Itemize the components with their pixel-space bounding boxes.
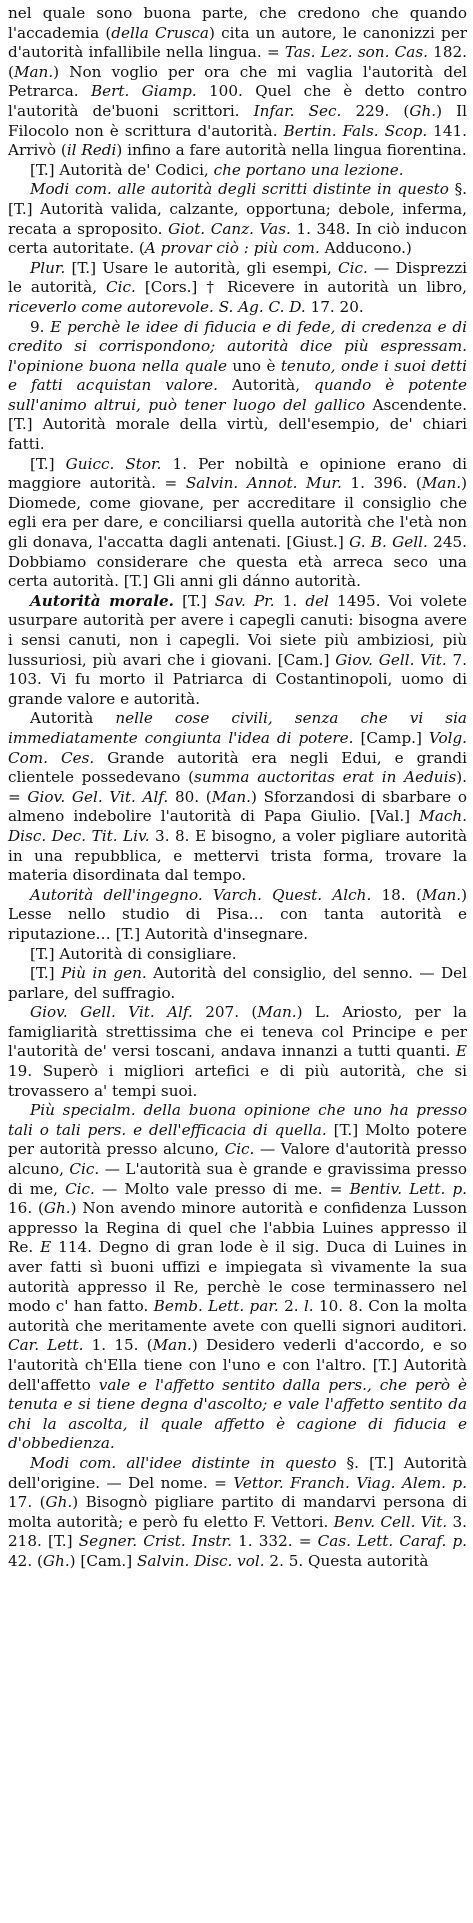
- italic-text: Vettor. Franch. Viag. Alem. p.: [233, 1473, 467, 1492]
- italic-text: Man.: [421, 474, 462, 493]
- bold-italic-text: Autorità morale.: [30, 591, 174, 610]
- italic-text: E: [455, 1042, 467, 1061]
- italic-text: Modi com. alle autorità degli scritti distinte in questo: [30, 180, 449, 199]
- italic-text: Volg. Com. Ces.: [8, 728, 467, 767]
- entry-paragraph: [8, 1003, 467, 1101]
- text-run: 19. Superò i migliori artefici e di più autorità, che si trovassero a' tempi suoi.: [8, 1062, 467, 1100]
- entry-paragraph: [8, 318, 467, 455]
- text-run: ) Sforzandosi di sbarbare o almeno indebolire l'autorità di Papa Giulio. [Val.]: [8, 787, 468, 826]
- text-run: 17. 20.: [305, 297, 364, 316]
- italic-text: G. B. Gell.: [349, 533, 428, 552]
- text-run: [Camp.]: [353, 728, 429, 747]
- italic-text: Sav. Pr.: [214, 591, 275, 610]
- italic-text: vale e l'affetto sentito dalla pers., che però è tenuta e si tiene degna d'ascolto; e vale l'affetto sentito da chi la ascolta, il quale affetto è cagione di fiducia e d'obbedienza.: [8, 1375, 467, 1453]
- entry-paragraph: [8, 886, 467, 945]
- text-run: 1. Per nobiltà e opinione erano di maggiore autorità. =: [8, 454, 467, 493]
- italic-text: Gh.: [45, 1493, 73, 1512]
- italic-text: del: [305, 591, 329, 610]
- text-run: ) [Cam.]: [69, 1551, 137, 1570]
- entry-paragraph: [8, 945, 467, 965]
- entry-paragraph: [8, 592, 467, 710]
- italic-text: l.: [303, 1297, 314, 1316]
- italic-text: Cic.: [69, 1160, 100, 1179]
- entry-paragraph: [8, 180, 467, 258]
- text-run: §. [T.] Autorità dell'origine. — Del nome. =: [8, 1453, 467, 1492]
- text-run: 207. (: [192, 1003, 258, 1022]
- text-run: [T.] Autorità di consigliare.: [30, 944, 237, 963]
- text-run: ) Bisognò pigliare partito di mandarvi persona di molta autorità; e però fu eletto F. Vettori.: [8, 1493, 468, 1531]
- italic-text: Gh.: [409, 101, 437, 120]
- italic-text: Man.: [13, 62, 54, 81]
- italic-text: E: [40, 1238, 52, 1257]
- text-run: 114. Degno di gran lode è il sig. Duca di Luines in aver fatti sì buoni uffizi e impiegata sì vivamente la sua autorità appresso il Re, perchè le cose terminassero nel modo c' han fatto.: [8, 1238, 467, 1316]
- entry-paragraph: [8, 709, 467, 885]
- entry-paragraph: [8, 4, 467, 161]
- italic-text: Bert. Giamp.: [90, 82, 197, 101]
- text-run: 229. (: [341, 101, 410, 120]
- text-run: 80. (: [168, 787, 212, 806]
- text-run: 182. (: [8, 43, 467, 81]
- entry-paragraph: [8, 1454, 467, 1572]
- italic-text: Giov. Gell. Vit.: [335, 650, 447, 669]
- italic-text: Giov. Gell. Vit. Alf.: [30, 1003, 193, 1022]
- italic-text: Gh.: [42, 1551, 70, 1570]
- italic-text: Segner. Crist. Instr.: [78, 1532, 232, 1551]
- italic-text: nelle cose civili, senza che vi sia immediatamente congiunta l'idea di potere.: [8, 709, 467, 747]
- italic-text: tenuto, onde i suoi detti e fatti acquistan valore.: [8, 356, 467, 395]
- italic-text: Cas. Lett. Caraf. p.: [317, 1532, 468, 1551]
- text-run: ) Lesse nello studio di Pisa… con tanta autorità e riputazione… [T.] Autorità d'insegnare.: [8, 885, 467, 943]
- italic-text: Bemb. Lett. par.: [153, 1297, 279, 1316]
- text-run: — Disprezzi le autorità,: [8, 258, 467, 297]
- text-run: [T.]: [30, 454, 66, 473]
- entry-paragraph: [8, 259, 467, 318]
- text-run: 2.: [278, 1297, 304, 1316]
- italic-text: Modi com. all'idee distinte in questo: [30, 1453, 337, 1472]
- italic-text: Giot. Canz. Vas.: [168, 219, 291, 238]
- italic-text: che portano una lezione.: [213, 160, 404, 179]
- text-run: 100. Quel che è detto contro l'autorità de'buoni scrittori.: [8, 82, 467, 120]
- text-run: ) L. Ariosto, per la famigliarità strettissima che ei teneva col Principe e per l'autorità de' versi toscani, andava innanzi a tutti quanti.: [8, 1003, 467, 1061]
- italic-text: Bertin. Fals. Scop.: [283, 121, 428, 140]
- text-run: [Cors.] † Ricevere in autorità un libro,: [135, 278, 467, 297]
- text-run: 1. 332. =: [231, 1532, 318, 1551]
- text-run: 1495. Voi volete usurpare autorità per avere i capegli canuti: bisogna avere i sensi canuti, non i capegli. Voi siete più ambiziosi, più lussuriosi, più avari che i giovani. [Cam.]: [8, 591, 467, 669]
- entry-paragraph: [8, 455, 467, 592]
- italic-text: Giov. Gel. Vit. Alf.: [27, 787, 169, 806]
- italic-text: quando è potente sull'animo altrui, può tener luogo del gallico: [8, 376, 467, 414]
- italic-text: Car. Lett.: [8, 1336, 84, 1355]
- text-run: 3. 8. E bisogno, a voler pigliare autorità in una repubblica, e mettervi trista forma, trovare la materia disordinata dal tempo.: [8, 826, 467, 885]
- text-run: ) Diomede, come giovane, per accreditare il consiglio che egli era per dare, e conciliarsi quella autorità che l'età non gli donava, l'accatta dagli antenati. [Giust.]: [8, 474, 468, 552]
- italic-text: Man.: [421, 885, 462, 904]
- italic-text: Man.: [152, 1336, 192, 1355]
- text-run: ) infino a fare autorità nella lingua fiorentina.: [116, 141, 467, 160]
- text-run: 7. 103. Vi fu morto il Patriarca di Costantinopoli, uomo di grande valore e autorità.: [8, 650, 468, 708]
- text-run: [T.] Autorità de' Codici,: [30, 160, 214, 179]
- entry-paragraph: [8, 964, 467, 1003]
- text-run: — Valore d'autorità presso alcuno,: [8, 1140, 467, 1179]
- italic-text: Guicc. Stor.: [65, 454, 162, 473]
- italic-text: Man.: [211, 787, 251, 806]
- text-run: uno è: [226, 356, 281, 375]
- text-run: ) Il Filocolo non è scrittura d'autorità.: [8, 101, 467, 140]
- italic-text: Plur.: [30, 258, 66, 277]
- italic-text: Infar. Sec.: [253, 101, 342, 120]
- italic-text: il Redi: [66, 141, 117, 160]
- italic-text: Benv. Cell. Vit.: [333, 1512, 448, 1531]
- italic-text: Più in gen.: [61, 964, 147, 983]
- italic-text: Cic.: [106, 278, 136, 297]
- text-run: [T.]: [173, 591, 215, 610]
- italic-text: A provar ciò : più com.: [144, 239, 320, 258]
- text-run: 3. 218. [T.]: [8, 1512, 467, 1551]
- italic-text: Cic.: [338, 258, 368, 277]
- text-run: 9.: [30, 317, 51, 336]
- text-run: 17. (: [8, 1493, 46, 1512]
- italic-text: Cic.: [224, 1140, 255, 1159]
- text-run: Autorità del consiglio, del senno. — Del parlare, del suffragio.: [8, 964, 467, 1002]
- text-run: [T.] Molto potere per autorità presso alcuno,: [8, 1120, 467, 1159]
- text-run: — L'autorità sua è grande e gravissima presso di me,: [8, 1160, 467, 1198]
- text-run: nel quale sono buona parte, che credono che quando l'accademia (: [8, 4, 467, 42]
- text-run: 18. (: [371, 885, 422, 904]
- text-run: Autorità,: [218, 376, 315, 395]
- italic-text: Bentiv. Lett. p.: [349, 1179, 468, 1198]
- italic-text: Salvin. Disc. vol.: [137, 1551, 265, 1570]
- text-run: Autorità: [30, 709, 116, 728]
- text-run: ) Non avendo minore autorità e confidenza Lusson appresso la Regina di quel che l'abbia Luines appresso il Re.: [8, 1199, 467, 1257]
- text-run: ) cita un autore, le canonizzi per d'autorità infallibile nella lingua. =: [8, 23, 468, 62]
- text-run: Adducono.): [319, 239, 412, 258]
- text-run: ). =: [8, 768, 468, 806]
- text-run: 1. 348. In ciò inducon certa autoritate. (: [8, 219, 468, 258]
- text-run: 42. (: [8, 1551, 43, 1570]
- italic-text: Gh.: [43, 1199, 71, 1218]
- text-run: ) Desidero vederli d'accordo, e so l'autorità ch'Ella tiene con l'uno e con l'altro. [T.] Autorità dell'affetto: [8, 1336, 467, 1394]
- text-run: [T.]: [30, 964, 62, 983]
- italic-text: Cic.: [65, 1179, 95, 1198]
- text-run: 2. 5. Questa autorità: [264, 1551, 429, 1570]
- italic-text: summa auctoritas erat in Aeduis: [194, 768, 457, 787]
- text-run: 1.: [274, 591, 306, 610]
- text-run: 141. Arrivò (: [8, 121, 467, 160]
- text-run: [T.] Usare le autorità, gli esempi,: [65, 258, 338, 277]
- italic-text: della Crusca: [111, 23, 209, 42]
- italic-text: Più specialm. della buona opinione che uno ha presso tali o tali pers. e dell'efficacia di quella.: [8, 1101, 467, 1139]
- text-run: — Molto vale presso di me. =: [94, 1179, 350, 1198]
- text-run: 1. 15. (: [83, 1336, 153, 1355]
- text-run: Ascendente. [T.] Autorità morale della virtù, dell'esempio, de' chiari fatti.: [8, 395, 467, 454]
- text-run: 10. 8. Con la molta autorità che meritamente avete con quelli signori auditori.: [8, 1297, 468, 1335]
- text-run: 245. Dobbiamo considerare che questa età arreca seco una certa autorità. [T.] Gli anni gli dánno autorità.: [8, 533, 467, 591]
- text-run: §. [T.] Autorità valida, calzante, opportuna; debole, inferma, recata a sproposito.: [8, 180, 467, 238]
- italic-text: Salvin. Annot. Mur.: [185, 474, 342, 493]
- text-run: 16. (: [8, 1199, 44, 1218]
- text-run: 1. 396. (: [341, 474, 422, 493]
- italic-text: Tas. Lez. son. Cas.: [284, 43, 428, 62]
- italic-text: Man.: [257, 1003, 297, 1022]
- entry-paragraph: [8, 1101, 467, 1454]
- italic-text: Autorità dell'ingegno. Varch. Quest. Alch.: [30, 885, 372, 904]
- italic-text: Mach. Disc. Dec. Tit. Liv.: [8, 807, 467, 845]
- italic-text: riceverlo come autorevole. S. Ag. C. D.: [8, 297, 306, 316]
- text-run: Grande autorità era negli Edui, e grandi clientele possedevano (: [8, 748, 467, 787]
- italic-text: E perchè le idee di fiducia e di fede, di credenza e di credito si corrispondono; autorità dice più espressam. l'opinione buona nella quale: [8, 317, 467, 375]
- text-run: ) Non voglio per ora che mi vaglia l'autorità del Petrarca.: [8, 62, 467, 101]
- entry-paragraph: [8, 161, 467, 181]
